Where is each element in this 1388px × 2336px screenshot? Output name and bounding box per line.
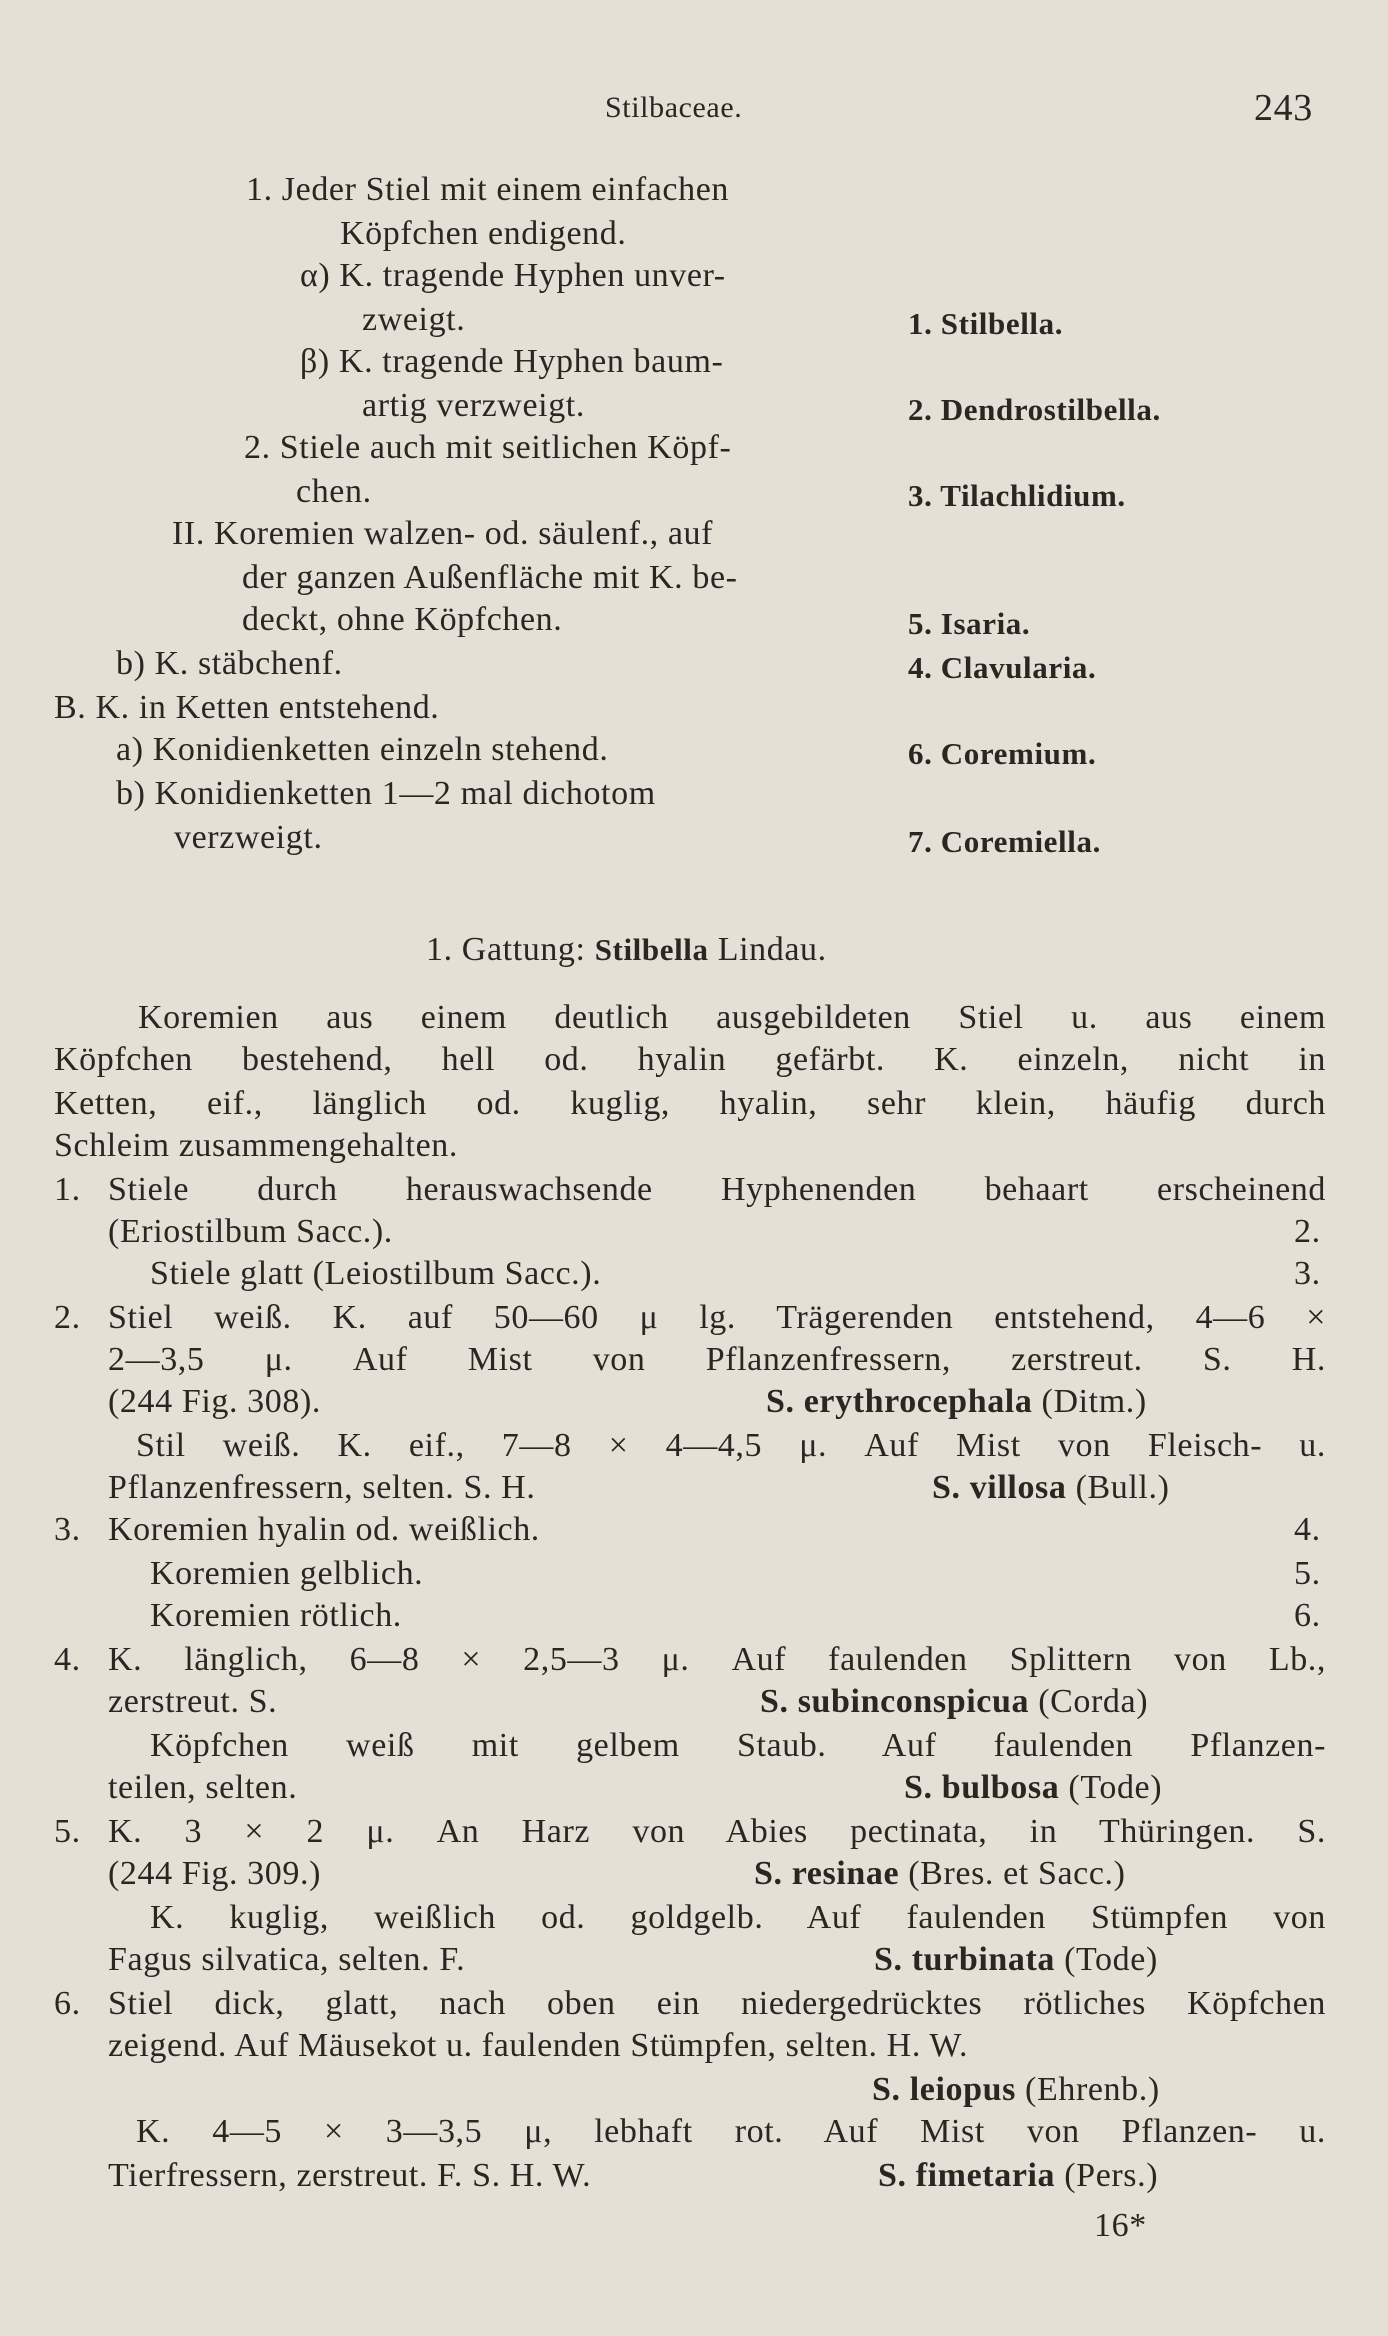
description-line: Ketten, eif., länglich od. kuglig, hyalin, sehr klein, häufig durch — [54, 1085, 1326, 1122]
genus-heading — [426, 930, 827, 970]
species-name: S. bulbosa — [904, 1769, 1060, 1806]
species-line: 2—3,5 μ. Auf Mist von Pflanzenfressern, zerstreut. S. H. — [108, 1341, 1326, 1378]
signature-mark: 16* — [1094, 2207, 1147, 2244]
species-name-line — [766, 1382, 1147, 1422]
key-line: Köpfchen endigend. — [340, 215, 627, 252]
species-name: S. villosa — [932, 1469, 1067, 1506]
couplet-ref: 5. — [1294, 1555, 1321, 1592]
key-line: der ganzen Außenfläche mit K. be- — [242, 559, 738, 596]
species-name-line — [754, 1854, 1126, 1894]
couplet-ref: 2. — [1294, 1213, 1321, 1250]
species-line: teilen, selten. — [108, 1769, 298, 1806]
species-line: (Eriostilbum Sacc.). — [108, 1213, 393, 1250]
description-line: Köpfchen bestehend, hell od. hyalin gefärbt. K. einzeln, nicht in — [54, 1041, 1326, 1078]
couplet-number: 4. — [54, 1641, 81, 1678]
couplet-ref: 6. — [1294, 1597, 1321, 1634]
species-line: K. kuglig, weißlich od. goldgelb. Auf faulenden Stümpfen von — [150, 1899, 1326, 1936]
species-line: Fagus silvatica, selten. F. — [108, 1941, 466, 1978]
species-line: Stil weiß. K. eif., 7—8 × 4—4,5 μ. Auf Mist von Fleisch- u. — [136, 1427, 1326, 1464]
description-line: Schleim zusammengehalten. — [54, 1127, 458, 1164]
page-number: 243 — [1254, 87, 1313, 129]
species-line: K. 4—5 × 3—3,5 μ, lebhaft rot. Auf Mist von Pflanzen- u. — [136, 2113, 1326, 2150]
species-author: (Tode) — [1055, 1941, 1158, 1978]
key-line: β) K. tragende Hyphen baum- — [300, 343, 724, 380]
key-line: 2. Stiele auch mit seitlichen Köpf- — [244, 429, 732, 466]
species-name: S. erythrocephala — [766, 1383, 1033, 1420]
species-author: (Tode) — [1059, 1769, 1163, 1806]
species-author: (Bres. et Sacc.) — [899, 1855, 1126, 1892]
species-author: (Ehrenb.) — [1015, 2071, 1160, 2108]
species-line: Stiele durch herauswachsende Hyphenenden behaart erscheinend — [108, 1171, 1326, 1208]
running-title: Stilbaceae. — [605, 91, 743, 124]
key-result: 7. Coremiella. — [908, 824, 1101, 859]
key-line: b) Konidienketten 1—2 mal dichotom — [116, 775, 656, 812]
key-line: II. Koremien walzen- od. säulenf., auf — [172, 515, 714, 552]
key-line: artig verzweigt. — [362, 387, 585, 424]
description-line: Koremien aus einem deutlich ausgebildeten Stiel u. aus einem — [138, 999, 1326, 1036]
species-line: Pflanzenfressern, selten. S. H. — [108, 1469, 536, 1506]
key-line: α) K. tragende Hyphen unver- — [300, 257, 726, 294]
species-line: K. 3 × 2 μ. An Harz von Abies pectinata, in Thüringen. S. — [108, 1813, 1326, 1850]
species-line: Koremien rötlich. — [150, 1597, 402, 1634]
couplet-number: 3. — [54, 1511, 81, 1548]
key-result: 4. Clavularia. — [908, 650, 1097, 685]
species-line: Koremien hyalin od. weißlich. — [108, 1511, 540, 1548]
species-name-line — [904, 1768, 1162, 1808]
species-name: S. fimetaria — [878, 2157, 1056, 2194]
key-line: verzweigt. — [174, 819, 323, 856]
species-name: S. subinconspicua — [760, 1683, 1030, 1720]
species-name-line — [874, 1940, 1158, 1980]
key-line: b) K. stäbchenf. — [116, 645, 343, 682]
species-line: Stiel dick, glatt, nach oben ein niedergedrücktes rötliches Köpfchen — [108, 1985, 1326, 2022]
species-name-line — [760, 1682, 1148, 1722]
key-line: 1. Jeder Stiel mit einem einfachen — [246, 171, 730, 208]
species-line: (244 Fig. 309.) — [108, 1855, 321, 1892]
species-line: K. länglich, 6—8 × 2,5—3 μ. Auf faulenden Splittern von Lb., — [108, 1641, 1326, 1678]
species-author: (Corda) — [1029, 1683, 1149, 1720]
species-name-line — [878, 2156, 1158, 2196]
genus-prefix: 1. Gattung: — [426, 931, 595, 968]
species-author: (Bull.) — [1066, 1469, 1170, 1506]
species-line: Koremien gelblich. — [150, 1555, 424, 1592]
key-line: B. K. in Ketten entstehend. — [54, 689, 440, 726]
key-result: 2. Dendrostilbella. — [908, 392, 1161, 427]
species-line: zerstreut. S. — [108, 1683, 278, 1720]
couplet-number: 5. — [54, 1813, 81, 1850]
key-line: zweigt. — [362, 301, 466, 338]
species-name-line — [932, 1468, 1170, 1508]
couplet-ref: 3. — [1294, 1255, 1321, 1292]
species-name: S. resinae — [754, 1855, 900, 1892]
species-line: Tierfressern, zerstreut. F. S. H. W. — [108, 2157, 592, 2194]
couplet-ref: 4. — [1294, 1511, 1321, 1548]
species-line: Stiele glatt (Leiostilbum Sacc.). — [150, 1255, 602, 1292]
couplet-number: 6. — [54, 1985, 81, 2022]
species-line: (244 Fig. 308). — [108, 1383, 321, 1420]
key-result: 1. Stilbella. — [908, 306, 1064, 341]
species-line: zeigend. Auf Mäusekot u. faulenden Stümpfen, selten. H. W. — [108, 2027, 969, 2064]
key-line: deckt, ohne Köpfchen. — [242, 601, 563, 638]
species-name: S. leiopus — [872, 2071, 1016, 2108]
species-author: (Pers.) — [1055, 2157, 1159, 2194]
species-name-line — [872, 2070, 1160, 2110]
key-line: chen. — [296, 473, 372, 510]
species-name: S. turbinata — [874, 1941, 1056, 1978]
key-result: 3. Tilachlidium. — [908, 478, 1126, 513]
species-line: Köpfchen weiß mit gelbem Staub. Auf faulenden Pflanzen- — [150, 1727, 1326, 1764]
key-result: 6. Coremium. — [908, 736, 1097, 771]
couplet-number: 1. — [54, 1171, 81, 1208]
species-author: (Ditm.) — [1032, 1383, 1147, 1420]
genus-name: Stilbella — [594, 932, 709, 967]
couplet-number: 2. — [54, 1299, 81, 1336]
key-result: 5. Isaria. — [908, 606, 1031, 641]
species-line: Stiel weiß. K. auf 50—60 μ lg. Trägerenden entstehend, 4—6 × — [108, 1299, 1326, 1336]
key-line: a) Konidienketten einzeln stehend. — [116, 731, 609, 768]
genus-author: Lindau. — [708, 931, 827, 968]
